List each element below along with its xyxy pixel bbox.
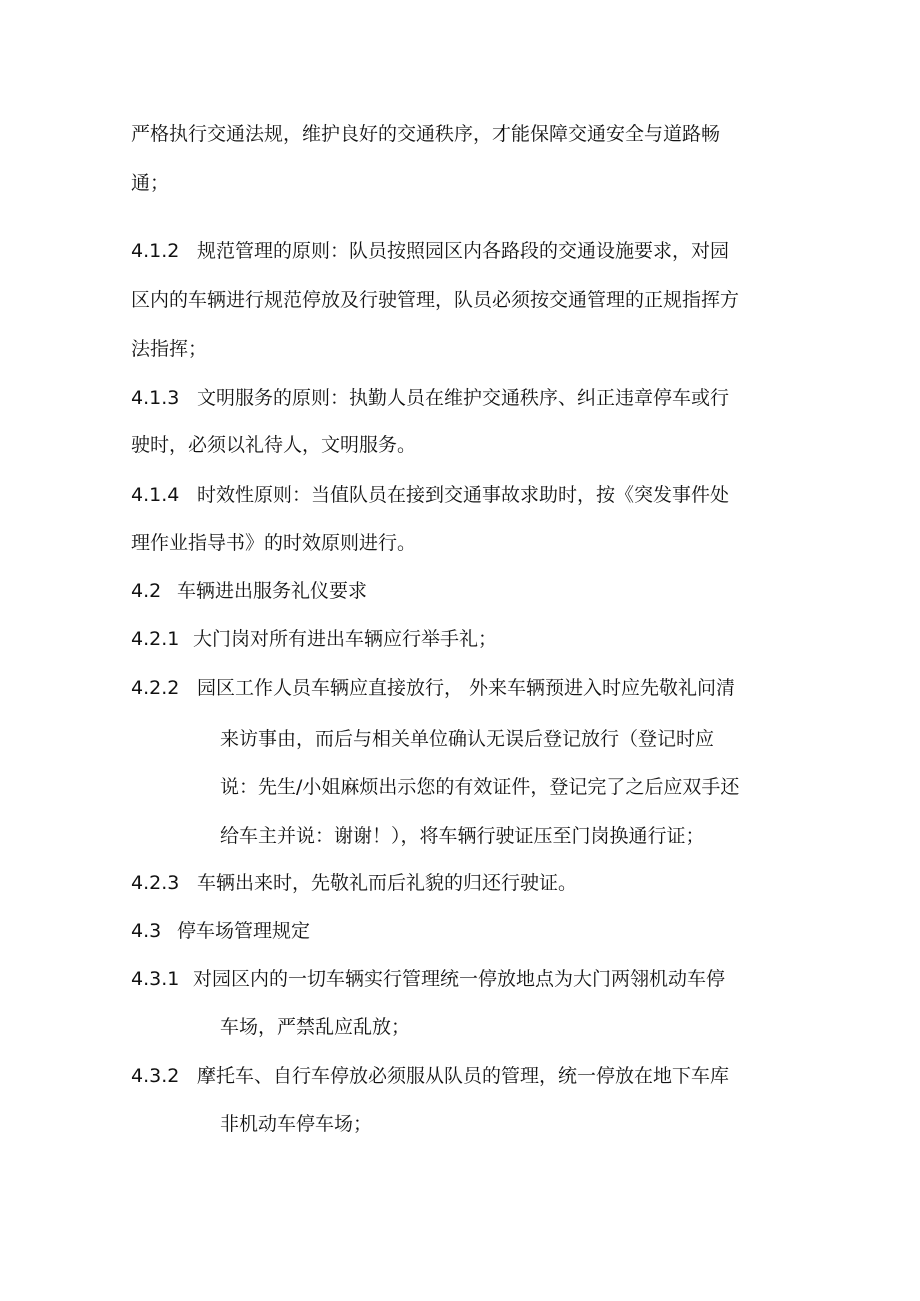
text-line: 车场，严禁乱应乱放； xyxy=(220,1016,411,1038)
clause-4-3-1-first-line xyxy=(131,966,725,992)
clause-4-1-2-first-line xyxy=(131,238,729,264)
section-4-2-heading xyxy=(131,578,367,604)
clause-number: 4.3.2 xyxy=(131,1065,180,1087)
clause-number: 4.3.1 xyxy=(131,968,180,990)
text-line: 严格执行交通法规，维护良好的交通秩序，才能保障交通安全与道路畅 xyxy=(131,123,721,145)
text-line: 说：先生/小姐麻烦出示您的有效证件，登记完了之后应双手还 xyxy=(220,776,740,798)
text-line: 大门岗对所有进出车辆应行举手礼； xyxy=(193,628,498,650)
text-line: 规范管理的原则：队员按照园区内各路段的交通设施要求，对园 xyxy=(197,240,730,262)
clause-4-1-3-first-line xyxy=(131,385,729,411)
clause-number: 4.1.4 xyxy=(131,484,180,506)
section-number: 4.3 xyxy=(131,920,162,942)
clause-number: 4.1.2 xyxy=(131,240,180,262)
clause-4-2-1-first-line xyxy=(131,626,497,652)
clause-4-1-4-first-line xyxy=(131,482,729,508)
clause-4-2-3-first-line xyxy=(131,870,577,896)
clause-4-2-2-first-line xyxy=(131,675,735,701)
clause-number: 4.2.1 xyxy=(131,628,180,650)
text-line: 文明服务的原则：执勤人员在维护交通秩序、纠正违章停车或行 xyxy=(197,387,730,409)
text-line: 摩托车、自行车停放必须服从队员的管理，统一停放在地下车库 xyxy=(197,1065,730,1087)
clause-number: 4.2.2 xyxy=(131,677,180,699)
clause-number: 4.2.3 xyxy=(131,872,180,894)
text-line: 通； xyxy=(131,172,170,194)
text-line: 园区工作人员车辆应直接放行， 外来车辆预进入时应先敬礼问清 xyxy=(197,677,736,699)
text-line: 区内的车辆进行规范停放及行驶管理，队员必须按交通管理的正规指挥方 xyxy=(131,289,740,311)
clause-4-3-2-first-line xyxy=(131,1063,729,1089)
text-line: 对园区内的一切车辆实行管理统一停放地点为大门两翎机动车停 xyxy=(193,968,726,990)
text-line: 非机动车停车场； xyxy=(220,1113,373,1135)
text-line: 理作业指导书》的时效原则进行。 xyxy=(131,532,417,554)
text-line: 时效性原则：当值队员在接到交通事故求助时，按《突发事件处 xyxy=(197,484,730,506)
clause-number: 4.1.3 xyxy=(131,387,180,409)
text-line: 车辆出来时，先敬礼而后礼貌的归还行驶证。 xyxy=(197,872,578,894)
section-4-3-heading xyxy=(131,918,310,944)
text-line: 驶时，必须以礼待人，文明服务。 xyxy=(131,434,417,456)
text-line: 法指挥； xyxy=(131,338,208,360)
text-line: 来访事由，而后与相关单位确认无误后登记放行（登记时应 xyxy=(220,728,715,750)
section-title: 停车场管理规定 xyxy=(177,920,311,942)
section-number: 4.2 xyxy=(131,580,162,602)
text-line: 给车主并说：谢谢！），将车辆行驶证压至门岗换通行证； xyxy=(220,825,705,847)
section-title: 车辆进出服务礼仪要求 xyxy=(177,580,368,602)
